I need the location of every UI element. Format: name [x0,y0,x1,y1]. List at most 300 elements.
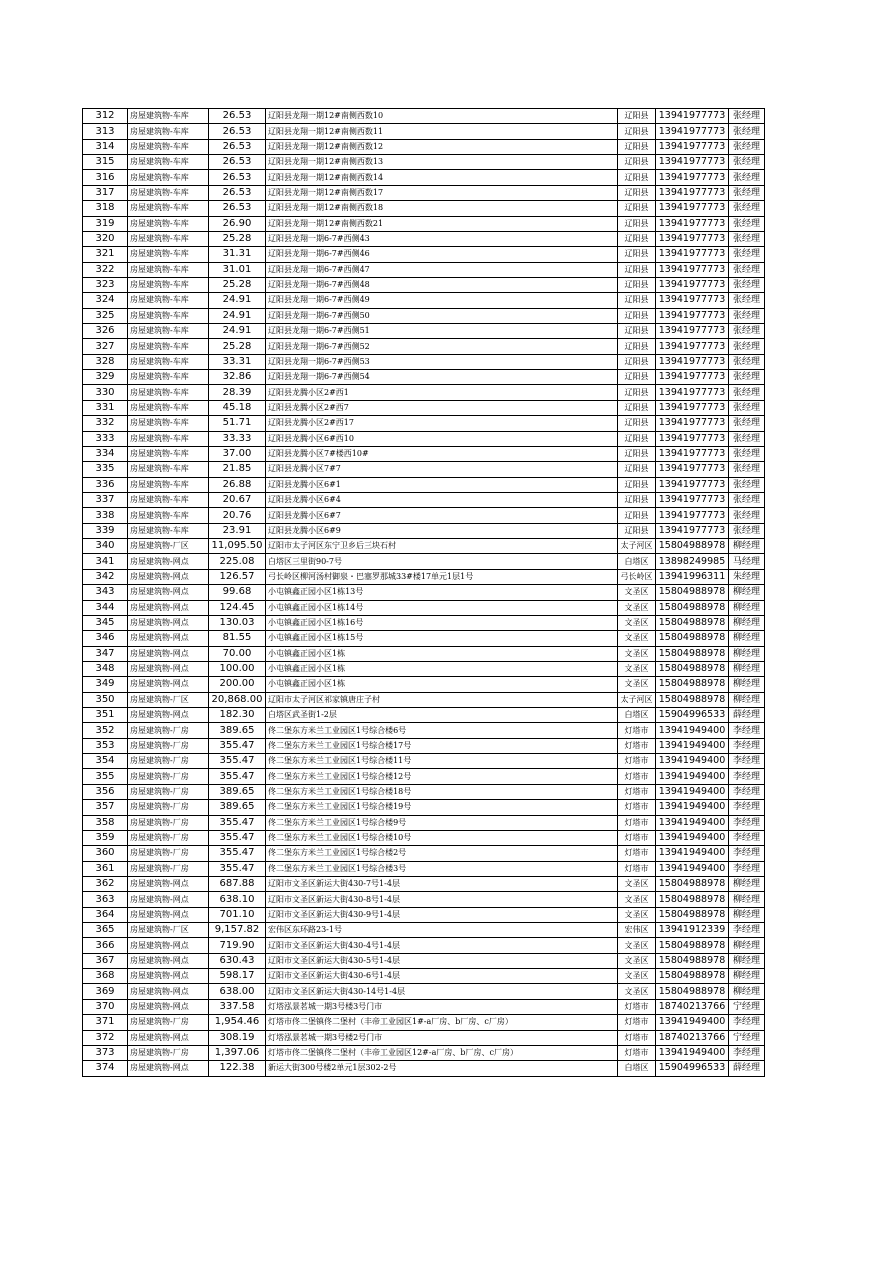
district-cell: 灯塔市 [618,754,656,769]
asset-type-cell: 房屋建筑物-车库 [128,416,209,431]
asset-type-cell: 房屋建筑物-车库 [128,170,209,185]
phone-cell: 13941977773 [656,339,729,354]
area-cell: 51.71 [209,416,266,431]
asset-type-cell: 房屋建筑物-厂房 [128,815,209,830]
row-number-cell: 342 [83,569,128,584]
area-cell: 24.91 [209,324,266,339]
address-cell: 佟二堡东方米兰工业园区1号综合楼17号 [266,738,618,753]
district-cell: 辽阳县 [618,109,656,124]
phone-cell: 13941977773 [656,446,729,461]
area-cell: 355.47 [209,769,266,784]
asset-type-cell: 房屋建筑物-网点 [128,661,209,676]
address-cell: 辽阳县龙腾小区6#4 [266,492,618,507]
area-cell: 26.53 [209,109,266,124]
phone-cell: 13941949400 [656,738,729,753]
area-cell: 26.53 [209,139,266,154]
manager-cell: 李经理 [729,815,765,830]
row-number-cell: 357 [83,800,128,815]
district-cell: 文圣区 [618,907,656,922]
phone-cell: 15804988978 [656,631,729,646]
address-cell: 白塔区武圣街1-2层 [266,708,618,723]
address-cell: 辽阳县龙腾小区6#1 [266,477,618,492]
row-number-cell: 363 [83,892,128,907]
area-cell: 638.10 [209,892,266,907]
district-cell: 辽阳县 [618,231,656,246]
district-cell: 灯塔市 [618,999,656,1014]
manager-cell: 张经理 [729,262,765,277]
address-cell: 佟二堡东方米兰工业园区1号综合楼18号 [266,784,618,799]
row-number-cell: 314 [83,139,128,154]
row-number-cell: 334 [83,446,128,461]
table-row [83,984,765,999]
manager-cell: 张经理 [729,201,765,216]
phone-cell: 15904996533 [656,708,729,723]
asset-type-cell: 房屋建筑物-厂房 [128,769,209,784]
phone-cell: 13941977773 [656,400,729,415]
address-cell: 辽阳市文圣区新运大街430-6号1-4层 [266,969,618,984]
area-cell: 24.91 [209,293,266,308]
phone-cell: 18740213766 [656,1030,729,1045]
district-cell: 文圣区 [618,969,656,984]
manager-cell: 宁经理 [729,999,765,1014]
row-number-cell: 358 [83,815,128,830]
row-number-cell: 364 [83,907,128,922]
area-cell: 355.47 [209,861,266,876]
phone-cell: 13941977773 [656,324,729,339]
district-cell: 辽阳县 [618,262,656,277]
table-row [83,462,765,477]
district-cell: 辽阳县 [618,431,656,446]
phone-cell: 13941949400 [656,800,729,815]
table-row [83,554,765,569]
asset-type-cell: 房屋建筑物-厂区 [128,539,209,554]
area-cell: 26.53 [209,155,266,170]
manager-cell: 宁经理 [729,1030,765,1045]
district-cell: 辽阳县 [618,277,656,292]
manager-cell: 张经理 [729,508,765,523]
area-cell: 20,868.00 [209,692,266,707]
row-number-cell: 368 [83,969,128,984]
address-cell: 辽阳市文圣区新运大街430-4号1-4层 [266,938,618,953]
district-cell: 白塔区 [618,554,656,569]
phone-cell: 13941977773 [656,185,729,200]
table-row [83,339,765,354]
address-cell: 辽阳县龙翔一期6-7#西侧46 [266,247,618,262]
phone-cell: 13941949400 [656,1015,729,1030]
area-cell: 355.47 [209,754,266,769]
phone-cell: 13941977773 [656,262,729,277]
district-cell: 辽阳县 [618,416,656,431]
asset-type-cell: 房屋建筑物-车库 [128,431,209,446]
area-cell: 26.90 [209,216,266,231]
district-cell: 文圣区 [618,876,656,891]
phone-cell: 13941977773 [656,523,729,538]
asset-type-cell: 房屋建筑物-车库 [128,523,209,538]
address-cell: 新运大街300号楼2单元1层302-2号 [266,1061,618,1076]
row-number-cell: 335 [83,462,128,477]
table-row [83,416,765,431]
row-number-cell: 374 [83,1061,128,1076]
row-number-cell: 312 [83,109,128,124]
row-number-cell: 369 [83,984,128,999]
district-cell: 灯塔市 [618,738,656,753]
asset-type-cell: 房屋建筑物-厂区 [128,692,209,707]
area-cell: 598.17 [209,969,266,984]
table-row [83,308,765,323]
area-cell: 31.01 [209,262,266,277]
row-number-cell: 373 [83,1045,128,1060]
district-cell: 太子河区 [618,539,656,554]
asset-type-cell: 房屋建筑物-网点 [128,708,209,723]
area-cell: 9,157.82 [209,923,266,938]
manager-cell: 张经理 [729,400,765,415]
row-number-cell: 344 [83,600,128,615]
address-cell: 佟二堡东方米兰工业园区1号综合楼3号 [266,861,618,876]
asset-type-cell: 房屋建筑物-网点 [128,907,209,922]
area-cell: 1,954.46 [209,1015,266,1030]
address-cell: 辽阳县龙腾小区7#7 [266,462,618,477]
area-cell: 33.33 [209,431,266,446]
phone-cell: 13941949400 [656,784,729,799]
table-row [83,231,765,246]
phone-cell: 13941949400 [656,830,729,845]
asset-type-cell: 房屋建筑物-网点 [128,969,209,984]
address-cell: 灯塔市佟二堡镇佟二堡村（丰帝工业园区1#-a厂房、b厂房、c厂房） [266,1015,618,1030]
phone-cell: 15904996533 [656,1061,729,1076]
row-number-cell: 367 [83,953,128,968]
manager-cell: 张经理 [729,109,765,124]
address-cell: 辽阳县龙翔一期12#南侧西数17 [266,185,618,200]
asset-type-cell: 房屋建筑物-网点 [128,876,209,891]
asset-table [82,108,765,1077]
area-cell: 389.65 [209,800,266,815]
row-number-cell: 370 [83,999,128,1014]
area-cell: 130.03 [209,615,266,630]
asset-type-cell: 房屋建筑物-厂房 [128,846,209,861]
district-cell: 辽阳县 [618,293,656,308]
area-cell: 81.55 [209,631,266,646]
table-row [83,262,765,277]
row-number-cell: 327 [83,339,128,354]
asset-type-cell: 房屋建筑物-厂区 [128,923,209,938]
address-cell: 辽阳县龙翔一期12#南侧西数21 [266,216,618,231]
manager-cell: 柳经理 [729,585,765,600]
row-number-cell: 336 [83,477,128,492]
address-cell: 辽阳县龙翔一期12#南侧西数11 [266,124,618,139]
manager-cell: 柳经理 [729,692,765,707]
area-cell: 337.58 [209,999,266,1014]
area-cell: 355.47 [209,830,266,845]
table-row [83,170,765,185]
phone-cell: 13941912339 [656,923,729,938]
manager-cell: 柳经理 [729,953,765,968]
manager-cell: 李经理 [729,769,765,784]
asset-type-cell: 房屋建筑物-车库 [128,109,209,124]
phone-cell: 15804988978 [656,661,729,676]
table-row [83,661,765,676]
area-cell: 389.65 [209,723,266,738]
address-cell: 佟二堡东方米兰工业园区1号综合楼10号 [266,830,618,845]
manager-cell: 李经理 [729,846,765,861]
asset-type-cell: 房屋建筑物-厂房 [128,861,209,876]
asset-type-cell: 房屋建筑物-车库 [128,262,209,277]
row-number-cell: 320 [83,231,128,246]
row-number-cell: 328 [83,354,128,369]
area-cell: 20.67 [209,492,266,507]
manager-cell: 朱经理 [729,569,765,584]
table-row [83,477,765,492]
district-cell: 辽阳县 [618,216,656,231]
district-cell: 辽阳县 [618,185,656,200]
asset-type-cell: 房屋建筑物-车库 [128,400,209,415]
address-cell: 小屯镇鑫正园小区1栋16号 [266,615,618,630]
asset-type-cell: 房屋建筑物-厂房 [128,754,209,769]
row-number-cell: 366 [83,938,128,953]
asset-type-cell: 房屋建筑物-网点 [128,1030,209,1045]
manager-cell: 张经理 [729,370,765,385]
table-row [83,1061,765,1076]
area-cell: 24.91 [209,308,266,323]
asset-type-cell: 房屋建筑物-车库 [128,370,209,385]
phone-cell: 13941977773 [656,308,729,323]
area-cell: 99.68 [209,585,266,600]
manager-cell: 柳经理 [729,677,765,692]
address-cell: 佟二堡东方米兰工业园区1号综合楼19号 [266,800,618,815]
area-cell: 701.10 [209,907,266,922]
row-number-cell: 315 [83,155,128,170]
row-number-cell: 354 [83,754,128,769]
manager-cell: 李经理 [729,784,765,799]
manager-cell: 李经理 [729,923,765,938]
area-cell: 33.31 [209,354,266,369]
row-number-cell: 318 [83,201,128,216]
area-cell: 1,397.06 [209,1045,266,1060]
table-row [83,677,765,692]
area-cell: 355.47 [209,738,266,753]
asset-type-cell: 房屋建筑物-厂房 [128,1045,209,1060]
address-cell: 佟二堡东方米兰工业园区1号综合楼12号 [266,769,618,784]
address-cell: 辽阳市太子河区祁家镇唐庄子村 [266,692,618,707]
table-row [83,723,765,738]
asset-type-cell: 房屋建筑物-网点 [128,631,209,646]
phone-cell: 13941949400 [656,846,729,861]
phone-cell: 15804988978 [656,953,729,968]
manager-cell: 薛经理 [729,1061,765,1076]
asset-type-cell: 房屋建筑物-厂房 [128,830,209,845]
asset-type-cell: 房屋建筑物-网点 [128,585,209,600]
manager-cell: 张经理 [729,308,765,323]
asset-type-cell: 房屋建筑物-厂房 [128,1015,209,1030]
manager-cell: 张经理 [729,155,765,170]
phone-cell: 13941977773 [656,370,729,385]
asset-type-cell: 房屋建筑物-网点 [128,892,209,907]
manager-cell: 张经理 [729,477,765,492]
manager-cell: 薛经理 [729,708,765,723]
district-cell: 文圣区 [618,953,656,968]
area-cell: 25.28 [209,277,266,292]
asset-type-cell: 房屋建筑物-网点 [128,615,209,630]
phone-cell: 13941977773 [656,277,729,292]
asset-type-cell: 房屋建筑物-车库 [128,462,209,477]
row-number-cell: 323 [83,277,128,292]
table-row [83,216,765,231]
asset-type-cell: 房屋建筑物-网点 [128,999,209,1014]
table-row [83,585,765,600]
asset-type-cell: 房屋建筑物-车库 [128,477,209,492]
asset-type-cell: 房屋建筑物-网点 [128,646,209,661]
row-number-cell: 355 [83,769,128,784]
table-row [83,692,765,707]
asset-type-cell: 房屋建筑物-车库 [128,124,209,139]
address-cell: 辽阳县龙翔一期6-7#西侧50 [266,308,618,323]
address-cell: 辽阳县龙腾小区2#西1 [266,385,618,400]
phone-cell: 13941977773 [656,216,729,231]
asset-type-cell: 房屋建筑物-车库 [128,155,209,170]
table-row [83,1015,765,1030]
district-cell: 白塔区 [618,708,656,723]
phone-cell: 15804988978 [656,646,729,661]
manager-cell: 张经理 [729,293,765,308]
table-row [83,861,765,876]
area-cell: 182.30 [209,708,266,723]
phone-cell: 15804988978 [656,876,729,891]
area-cell: 70.00 [209,646,266,661]
asset-type-cell: 房屋建筑物-网点 [128,1061,209,1076]
table-row [83,247,765,262]
district-cell: 灯塔市 [618,861,656,876]
asset-type-cell: 房屋建筑物-车库 [128,216,209,231]
district-cell: 灯塔市 [618,846,656,861]
district-cell: 辽阳县 [618,492,656,507]
district-cell: 辽阳县 [618,385,656,400]
address-cell: 弓长岭区柳河汤村御泉・巴塞罗那城33#楼17单元1层1号 [266,569,618,584]
row-number-cell: 319 [83,216,128,231]
asset-type-cell: 房屋建筑物-车库 [128,185,209,200]
address-cell: 辽阳市文圣区新运大街430-8号1-4层 [266,892,618,907]
table-row [83,815,765,830]
manager-cell: 柳经理 [729,539,765,554]
area-cell: 26.53 [209,201,266,216]
phone-cell: 13941977773 [656,385,729,400]
row-number-cell: 340 [83,539,128,554]
phone-cell: 13941977773 [656,247,729,262]
area-cell: 355.47 [209,815,266,830]
area-cell: 11,095.50 [209,539,266,554]
manager-cell: 张经理 [729,492,765,507]
area-cell: 100.00 [209,661,266,676]
area-cell: 630.43 [209,953,266,968]
manager-cell: 张经理 [729,431,765,446]
row-number-cell: 365 [83,923,128,938]
phone-cell: 13941977773 [656,109,729,124]
table-row [83,201,765,216]
manager-cell: 张经理 [729,324,765,339]
manager-cell: 柳经理 [729,600,765,615]
district-cell: 辽阳县 [618,354,656,369]
area-cell: 45.18 [209,400,266,415]
phone-cell: 15804988978 [656,615,729,630]
phone-cell: 13941977773 [656,201,729,216]
table-row [83,155,765,170]
phone-cell: 13941977773 [656,293,729,308]
address-cell: 辽阳市文圣区新运大街430-9号1-4层 [266,907,618,922]
phone-cell: 15804988978 [656,969,729,984]
phone-cell: 15804988978 [656,539,729,554]
manager-cell: 李经理 [729,1015,765,1030]
row-number-cell: 350 [83,692,128,707]
asset-type-cell: 房屋建筑物-厂房 [128,800,209,815]
manager-cell: 李经理 [729,754,765,769]
phone-cell: 13941977773 [656,124,729,139]
phone-cell: 15804988978 [656,677,729,692]
area-cell: 25.28 [209,231,266,246]
phone-cell: 13941949400 [656,1045,729,1060]
asset-type-cell: 房屋建筑物-车库 [128,247,209,262]
address-cell: 辽阳市文圣区新运大街430-14号1-4层 [266,984,618,999]
table-row [83,370,765,385]
table-row [83,124,765,139]
area-cell: 26.53 [209,170,266,185]
asset-type-cell: 房屋建筑物-网点 [128,984,209,999]
district-cell: 文圣区 [618,661,656,676]
table-row [83,539,765,554]
area-cell: 638.00 [209,984,266,999]
district-cell: 辽阳县 [618,247,656,262]
asset-type-cell: 房屋建筑物-车库 [128,324,209,339]
manager-cell: 张经理 [729,124,765,139]
asset-type-cell: 房屋建筑物-网点 [128,554,209,569]
phone-cell: 15804988978 [656,984,729,999]
row-number-cell: 338 [83,508,128,523]
area-cell: 26.53 [209,124,266,139]
table-row [83,508,765,523]
asset-type-cell: 房屋建筑物-厂房 [128,723,209,738]
district-cell: 文圣区 [618,631,656,646]
asset-type-cell: 房屋建筑物-网点 [128,953,209,968]
district-cell: 灯塔市 [618,1030,656,1045]
row-number-cell: 353 [83,738,128,753]
row-number-cell: 329 [83,370,128,385]
district-cell: 辽阳县 [618,124,656,139]
row-number-cell: 356 [83,784,128,799]
area-cell: 719.90 [209,938,266,953]
phone-cell: 13941977773 [656,508,729,523]
area-cell: 126.57 [209,569,266,584]
table-row [83,1045,765,1060]
row-number-cell: 339 [83,523,128,538]
manager-cell: 张经理 [729,216,765,231]
table-row [83,492,765,507]
district-cell: 辽阳县 [618,400,656,415]
table-row [83,907,765,922]
manager-cell: 张经理 [729,170,765,185]
row-number-cell: 337 [83,492,128,507]
table-row [83,876,765,891]
table-row [83,923,765,938]
phone-cell: 15804988978 [656,600,729,615]
row-number-cell: 321 [83,247,128,262]
table-row [83,969,765,984]
row-number-cell: 361 [83,861,128,876]
manager-cell: 张经理 [729,339,765,354]
asset-type-cell: 房屋建筑物-网点 [128,677,209,692]
area-cell: 37.00 [209,446,266,461]
manager-cell: 张经理 [729,185,765,200]
address-cell: 佟二堡东方米兰工业园区1号综合楼9号 [266,815,618,830]
table-row [83,800,765,815]
area-cell: 225.08 [209,554,266,569]
row-number-cell: 325 [83,308,128,323]
